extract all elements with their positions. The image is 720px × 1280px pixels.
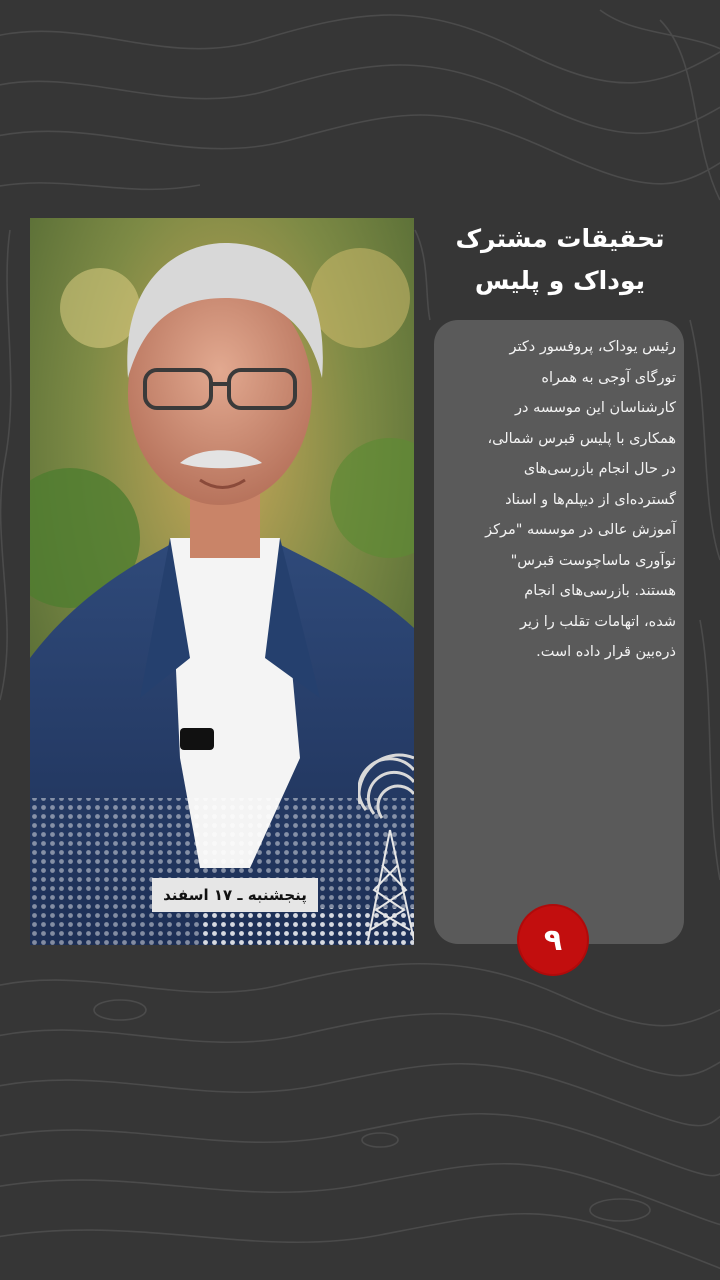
page-number-badge: ۹ <box>519 906 587 974</box>
portrait-image <box>30 218 414 945</box>
post-title <box>432 218 688 302</box>
body-text: رئیس یوداک، پروفسور دکتر تورگای آوجی به همراه کارشناسان این موسسه در همکاری با پلیس قبرس شمالی، در حال انجام بازرسی‌های گسترده‌ای از دیپلم‌ها و اسناد آموزش عالی در موسسه "مرکز نوآوری ماساچوست قبرس" هستند. بازرسی‌های انجام شده، اتهامات تقلب را زیر ذره‌بین قرار داده است. <box>485 339 676 660</box>
body-text-card <box>434 320 684 944</box>
title-line-2: یوداک و پلیس <box>474 266 646 295</box>
date-label: پنجشنبه ـ ۱۷ اسفند <box>152 878 318 912</box>
radio-tower-icon <box>358 740 414 940</box>
title-line-1: تحقیقات مشترک <box>455 224 665 253</box>
photo-card <box>30 218 414 945</box>
